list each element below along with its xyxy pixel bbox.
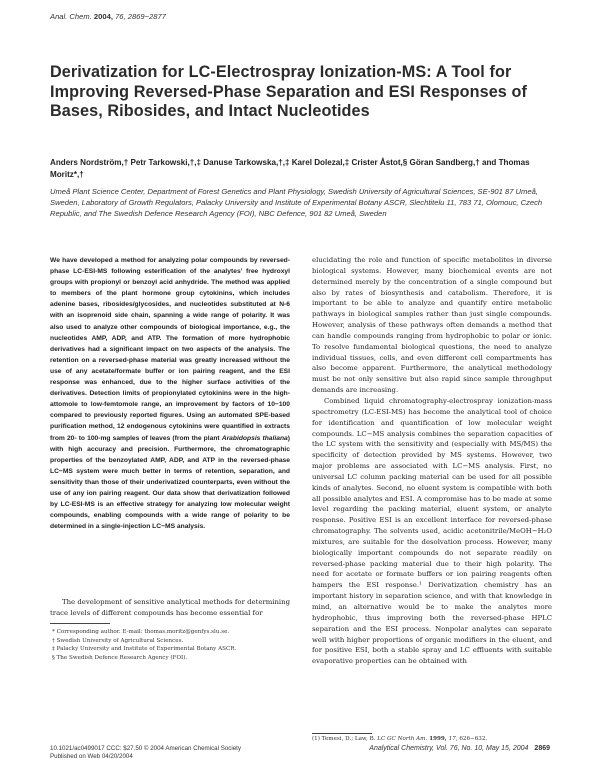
reference-volume: 17: [448, 736, 456, 742]
abstract-species-name: Arabidopsis thaliana: [221, 434, 288, 442]
footer-journal-issue: Analytical Chemistry, Vol. 76, No. 10, May 15, 2004: [369, 745, 529, 752]
page-number: 2869: [534, 745, 550, 752]
footer-published-date: Published on Web 04/20/2004: [50, 753, 133, 761]
footer-publication-info: [50, 745, 310, 762]
journal-name: Anal. Chem.: [50, 12, 92, 21]
reference-year: 1999,: [427, 736, 449, 742]
abstract: [50, 255, 290, 532]
abstract-text-2: ) with high accuracy and precision. Furthermore, the chromatographic properties of the benzoylated AMP, ADP, and ATP in the reversed-phase LC−MS system were much better in terms of retention, separation, and sensitivity than those of their underivatized counterparts, even without the use of any ion pairing reagent. Our data show that derivatization followed by LC-ESI-MS is an effective strategy for analyzing low molecular weight compounds, enabling compounds with a wide range of polarity to be determined in a single-injection LC−MS analysis.: [50, 434, 290, 531]
footer-doi: 10.1021/ac0499017 CCC: $27.50 © 2004 American Chemical Society: [50, 745, 241, 752]
footnote-corresponding-author: * Corresponding author. E-mail: thomas.moritz@genfys.slu.se.: [52, 629, 230, 635]
body-paragraph: elucidating the role and function of specific metabolites in diverse biological systems. However, many biochemical events are not determined merely by the concentration of a single compound but also by rates of biosynthesis and catabolism. Therefore, it is important to be able to analyze and quantify entire metabolic pathways in biological samples rather than just single compounds. However, analysis of these pathways often demands a method that can handle compounds ranging from hydrophobic to polar or ionic. To resolve fundamental biological questions, the need to analyze individual tissues, cells, and even different cell compartments has also become apparent. Furthermore, the analytical methodology must be not only sensitive but also rapid since sample throughput demands are increasing.: [312, 256, 552, 395]
reference-divider: [312, 733, 372, 734]
abstract-text-1: We have developed a method for analyzing polar compounds by reversed-phase LC-ESI-MS following esterification of the analytes’ free hydroxyl groups with propionyl or benzoyl acid anhydride. The method was applied to members of the plant hormone group cytokinins, which includes adenine bases, ribosides/glycosides, and nucleotides substituted at N-6 with an isoprenoid side chain, spanning a wide range of polarity. It was also used to analyze other compounds of biological importance, e.g., the nucleotides AMP, ADP, and ATP. The formation of more hydrophobic derivatives had a significant impact on two aspects of the analysis. The retention on a reversed-phase material was greatly increased without the use of any acetate/formate buffer or ion pairing reagent, and the ESI response was enhanced, due to the higher surface activities of the derivatives. Detection limits of propionylated cytokinins were in the high-attomole to low-femtomole range, an improvement by factors of 10−100 compared to previously reported figures. Using an automated SPE-based purification method, 12 endogenous cytokinins were quantified in extracts from 20- to 100-mg samples of leaves (from the plant: [50, 257, 290, 442]
reference-pages: , 626−632.: [455, 736, 488, 742]
footnote-divider: [50, 623, 110, 624]
author-affiliations: Umeå Plant Science Center, Department of Forest Genetics and Plant Physiology, Swedish University of Agricultural Sciences, SE-901 87 Umeå, Sweden, Laboratory of Growth Regulators, Palacky University and Institute of Experimental Botany ASCR, Slechtitelu 11, 783 71, Olomouc, Czech Republic, and The Swedish Defence Research Agency (FOI), NBC Defence, 901 82 Umeå, Sweden: [50, 187, 543, 219]
footnote-affiliation-2: ‡ Palacky University and Institute of Experimental Botany ASCR.: [52, 646, 237, 653]
reference-1: [312, 735, 552, 743]
footer-citation: [360, 745, 550, 752]
footnotes: [50, 628, 290, 662]
body-column-right: [312, 255, 552, 667]
footnote-affiliation-1: † Swedish University of Agricultural Sciences.: [52, 637, 184, 644]
journal-reference: [50, 12, 166, 21]
journal-year: 2004,: [93, 12, 113, 21]
reference-journal: LC GC North Am.: [377, 736, 428, 742]
footnote-affiliation-3: § The Swedish Defence Research Agency (FOI).: [52, 654, 188, 661]
article-title: Derivatization for LC-Electrospray Ionization-MS: A Tool for Improving Reversed-Phase Separation and ESI Responses of Bases, Ribosides, and Intact Nucleotides: [50, 63, 527, 120]
author-list: Anders Nordström,† Petr Tarkowski,†,‡ Danuse Tarkowska,†,‡ Karel Dolezal,‡ Crister Åstot,§ Göran Sandberg,† and Thomas Moritz*,†: [50, 158, 530, 179]
body-paragraph: Combined liquid chromatography-electrospray ionization-mass spectrometry (LC-ESI-MS) has become the analytical tool of choice for identification and quantification of low molecular weight compounds. LC−MS analysis combines the separation capacities of the LC system with the sensitivity and (especially with MS/MS) the specificity of detection provided by MS systems. However, two major problems are associated with LC−MS analysis. First, no universal LC column packing material can be used for all possible kinds of analytes. Second, no eluent system is compatible with both all possible analytes and ESI. A compromise has to be made at some level regarding the packing material, eluent system, or analyte response. Positive ESI is an excellent interface for reversed-phase chromatography. The solvents used, acidic acetonitrile/MeOH−H₂O mixtures, are suitable for the desolvation process. However, many biologically important compounds do not separate readily on reversed-phase packing material due to their high polarity. The need for acetate or formate buffers or ion pairing reagents often hampers the ESI response.¹ Derivatization chemistry has an important history in separation science, and with that knowledge in mind, an alternative would be to make the analytes more hydrophobic, thus improving both the reversed-phase HPLC separation and the ESI process. Nonpolar analytes can separate well with higher proportions of organic modifiers in the eluent, and for positive ESI, both a stable spray and LC effluents with suitable evaporative properties can be obtained with: [312, 396, 552, 666]
introduction-opening: The development of sensitive analytical methods for determining trace levels of different compounds has become essential for: [50, 598, 290, 617]
journal-volume-pages: 76, 2869−2877: [115, 12, 166, 21]
reference-authors: (1) Temesi, D.; Law, B.: [312, 736, 378, 742]
